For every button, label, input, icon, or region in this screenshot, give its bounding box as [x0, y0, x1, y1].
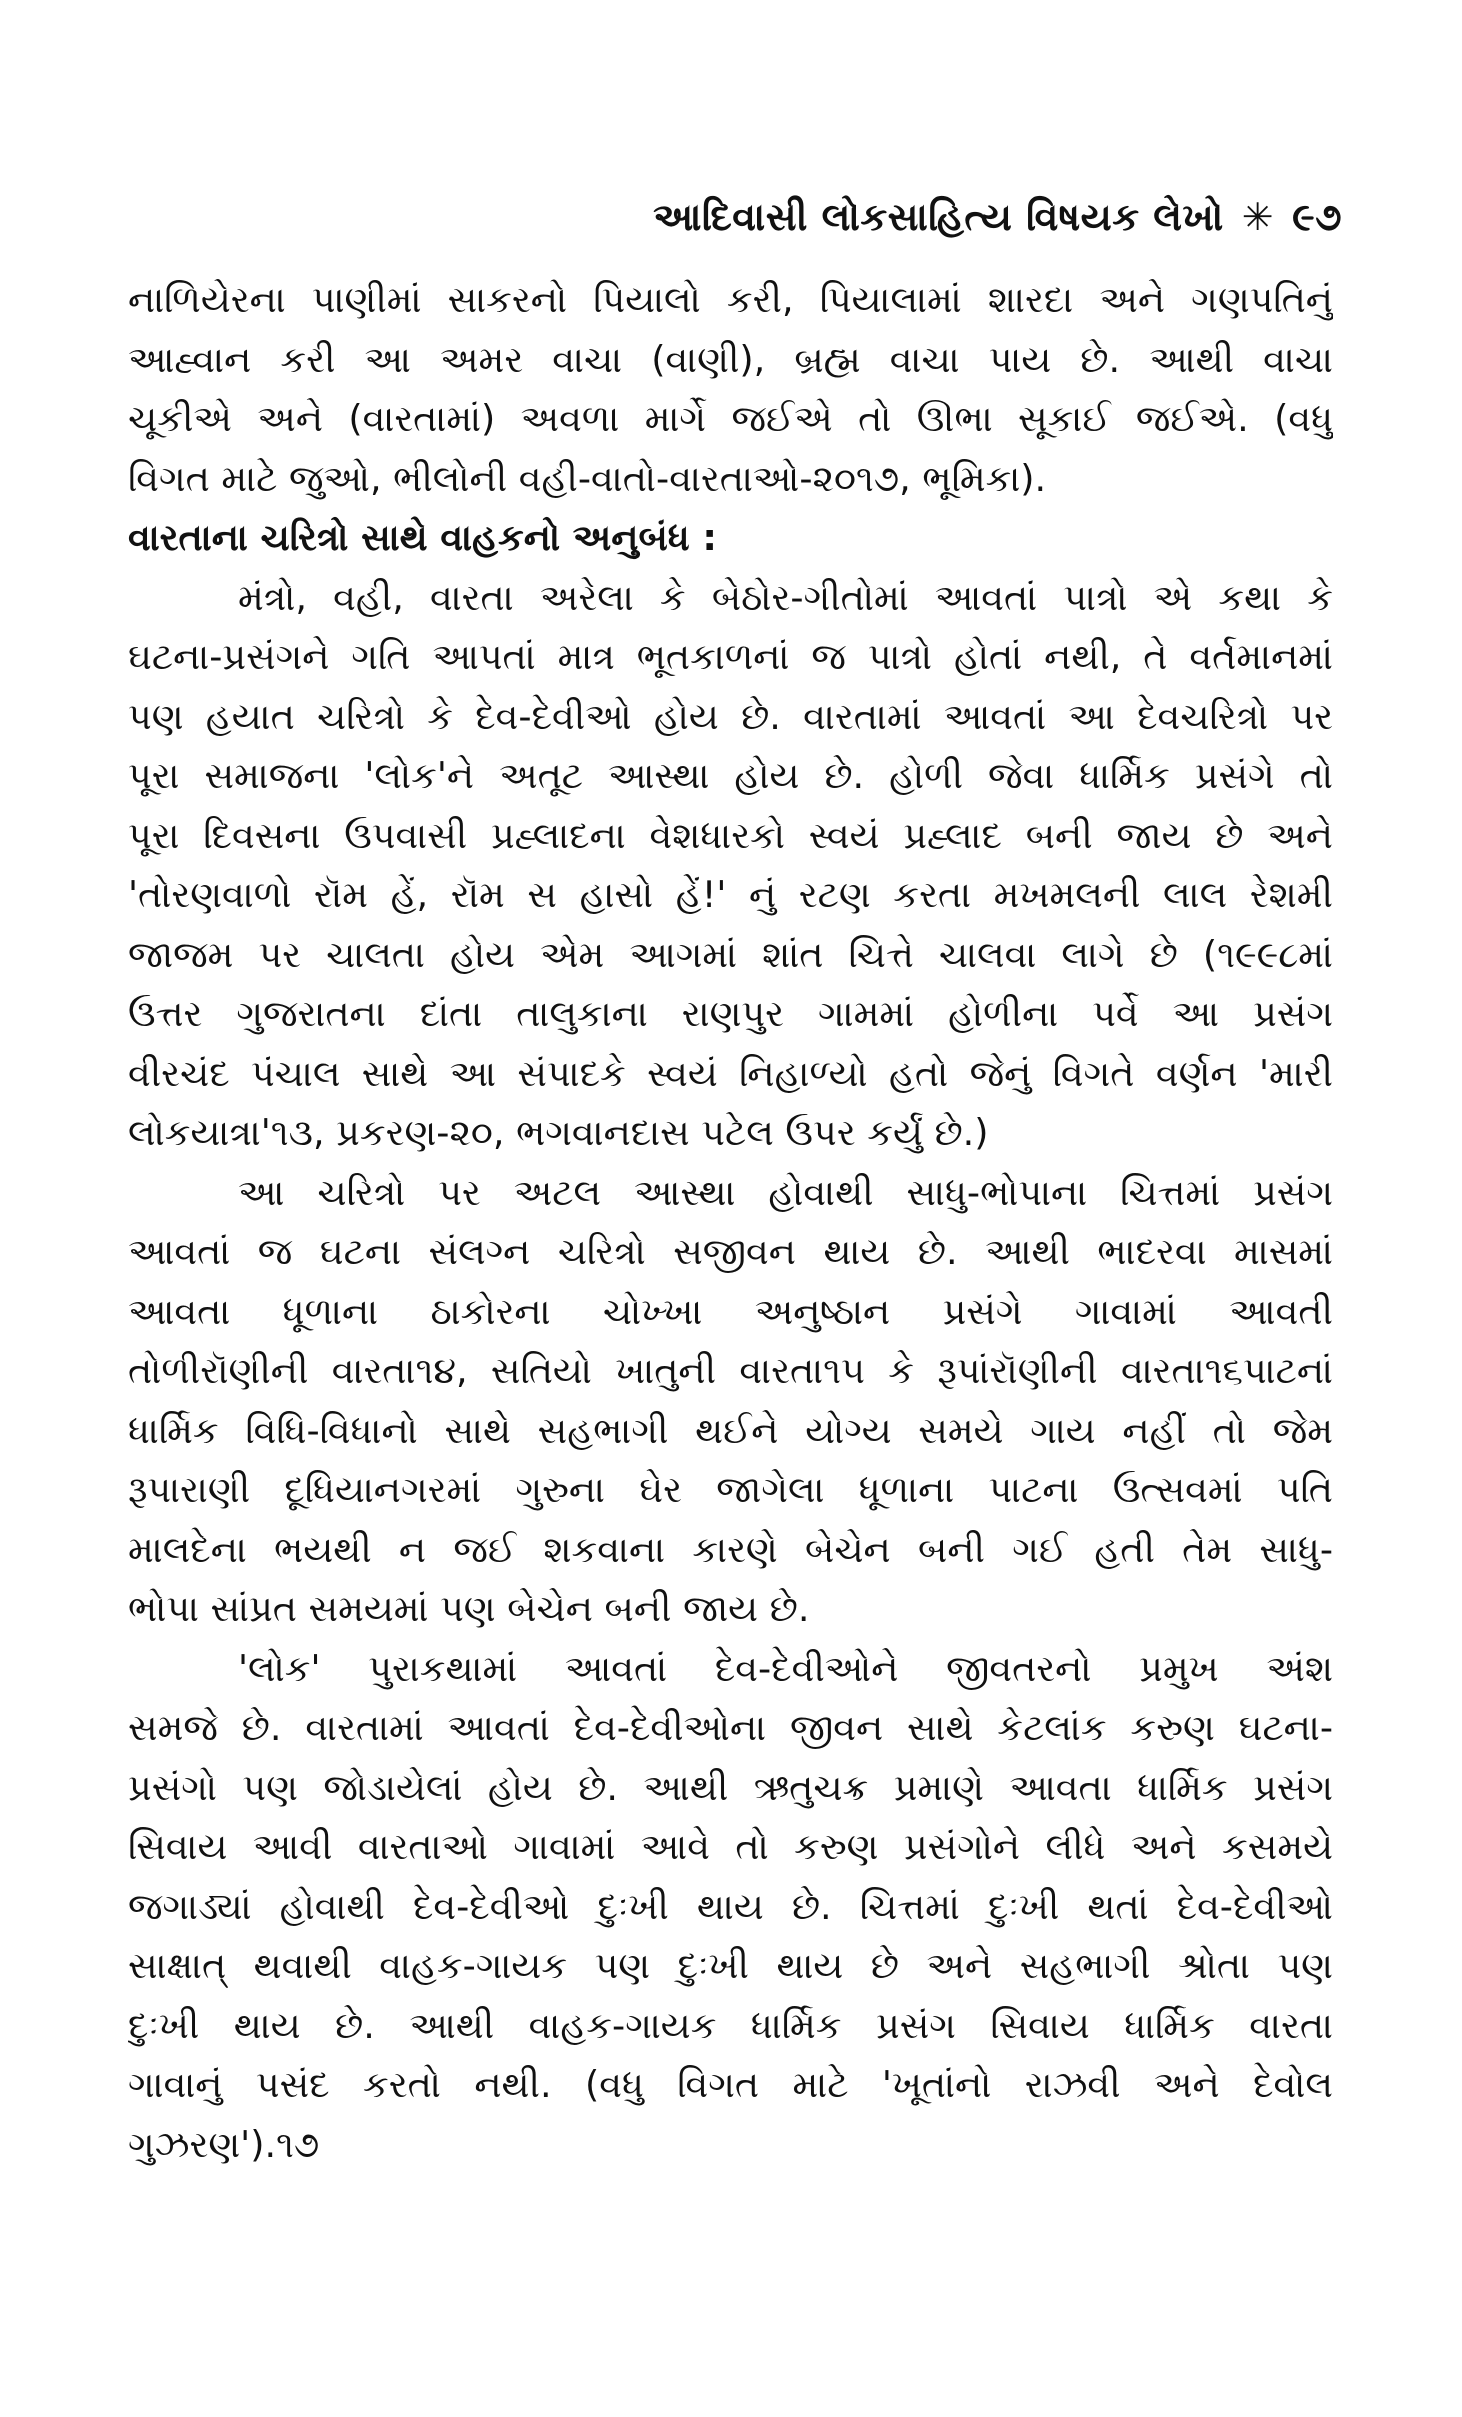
text-line: આવતા ધૂળાના ઠાકોરના ચોખ્ખા અનુષ્ઠાન પ્રસંગે ગાવામાં આવતી [128, 1289, 1333, 1333]
text-line: વીરચંદ પંચાલ સાથે આ સંપાદકે સ્વયં નિહાળ્યો હતો જેનું વિગતે વર્ણન 'મારી [128, 1051, 1333, 1095]
text-line: દુઃખી થાય છે. આથી વાહક-ગાયક ધાર્મિક પ્રસંગ સિવાય ધાર્મિક વારતા [128, 2003, 1333, 2047]
text-line: નાળિયેરના પાણીમાં સાકરનો પિયાલો કરી, પિયાલામાં શારદા અને ગણપતિનું [128, 278, 1333, 321]
text-line: ચૂકીએ અને (વારતામાં) અવળા માર્ગે જઈએ તો ઊભા સૂકાઈ જઈએ. (વધુ [128, 397, 1333, 440]
asterisk-icon: ✳ [1241, 195, 1275, 239]
text-line: 'તોરણવાળો રૉમ હેં, રૉમ સ હાસો હેં!' નું રટણ કરતા મખમલની લાલ રેશમી [128, 873, 1333, 916]
text-line: આ ચરિત્રો પર અટલ આસ્થા હોવાથી સાધુ-ભોપાના ચિત્તમાં પ્રસંગ [238, 1170, 1333, 1214]
text-line: ગાવાનું પસંદ કરતો નથી. (વધુ વિગત માટે 'ખૂતાંનો રાઝવી અને દેવોલ [128, 2063, 1333, 2106]
text-line: ધાર્મિક વિધિ-વિધાનો સાથે સહભાગી થઈને યોગ્ય સમયે ગાય નહીં તો જેમ [128, 1408, 1333, 1452]
text-line: રૂપારાણી દૂધિયાનગરમાં ગુરુના ઘેર જાગેલા ધૂળાના પાટના ઉત્સવમાં પતિ [128, 1468, 1333, 1511]
text-line: મંત્રો, વહી, વારતા અરેલા કે બેઠોર-ગીતોમાં આવતાં પાત્રો એ કથા કે [238, 575, 1333, 619]
text-line: પ્રસંગો પણ જોડાયેલાં હોય છે. આથી ઋતુચક્ર પ્રમાણે આવતા ધાર્મિક પ્રસંગ [128, 1765, 1333, 1809]
text-line: લોકયાત્રા'૧૩, પ્રકરણ-૨૦, ભગવાનદાસ પટેલ ઉપર કર્યું છે.) [128, 1111, 989, 1154]
text-line: સમજે છે. વારતામાં આવતાં દેવ-દેવીઓના જીવન સાથે કેટલાંક કરુણ ઘટના- [128, 1706, 1333, 1749]
text-line: ઘટના-પ્રસંગને ગતિ આપતાં માત્ર ભૂતકાળનાં જ પાત્રો હોતાં નથી, તે વર્તમાનમાં [128, 635, 1333, 678]
text-line: પૂરા દિવસના ઉપવાસી પ્રહ્લાદના વેશધારકો સ્વયં પ્રહ્લાદ બની જાય છે અને [128, 813, 1333, 857]
text-line: જગાડ્યાં હોવાથી દેવ-દેવીઓ દુઃખી થાય છે. ચિત્તમાં દુઃખી થતાં દેવ-દેવીઓ [128, 1884, 1333, 1928]
page-number: ૯૭ [1292, 195, 1342, 239]
text-line: વિગત માટે જુઓ, ભીલોની વહી-વાતો-વારતાઓ-૨૦૧૭, ભૂમિકા). [128, 456, 1047, 500]
text-line: ગુઝરણ').૧૭ [128, 2122, 320, 2166]
text-line: ભોપા સાંપ્રત સમયમાં પણ બેચેન બની જાય છે. [128, 1587, 810, 1630]
text-line: જાજમ પર ચાલતા હોય એમ આગમાં શાંત ચિત્તે ચાલવા લાગે છે (૧૯૯૮માં [128, 932, 1333, 976]
text-line: ઉત્તર ગુજરાતના દાંતા તાલુકાના રાણપુર ગામમાં હોળીના પર્વે આ પ્રસંગ [128, 992, 1333, 1035]
body-text [128, 270, 1333, 2174]
text-line: સાક્ષાત્ થવાથી વાહક-ગાયક પણ દુઃખી થાય છે અને સહભાગી શ્રોતા પણ [128, 1944, 1333, 1987]
header-title: આદિવાસી લોકસાહિત્ય વિષયક લેખો [653, 195, 1224, 239]
text-line: પૂરા સમાજના 'લોક'ને અતૂટ આસ્થા હોય છે. હોળી જેવા ધાર્મિક પ્રસંગે તો [128, 754, 1333, 797]
text-line: તોળીરૉણીની વારતા૧૪, સતિયો ખાતુની વારતા૧૫ કે રૂપાંરૉણીની વારતા૧૬પાટનાં [128, 1349, 1333, 1392]
text-line: પણ હયાત ચરિત્રો કે દેવ-દેવીઓ હોય છે. વારતામાં આવતાં આ દેવચરિત્રો પર [128, 694, 1333, 738]
text-line: માલદેના ભયથી ન જઈ શકવાના કારણે બેચેન બની ગઈ હતી તેમ સાધુ- [128, 1527, 1333, 1571]
text-line: આહ્વાન કરી આ અમર વાચા (વાણી), બ્રહ્મ વાચા પાય છે. આથી વાચા [128, 337, 1333, 381]
text-line: સિવાય આવી વારતાઓ ગાવામાં આવે તો કરુણ પ્રસંગોને લીધે અને કસમયે [128, 1825, 1333, 1868]
text-line: આવતાં જ ઘટના સંલગ્ન ચરિત્રો સજીવન થાય છે. આથી ભાદરવા માસમાં [128, 1230, 1333, 1273]
section-heading: વારતાના ચરિત્રો સાથે વાહકનો અનુબંધ : [128, 516, 717, 559]
text-line: 'લોક' પુરાકથામાં આવતાં દેવ-દેવીઓને જીવતરનો પ્રમુખ અંશ [238, 1646, 1333, 1690]
running-header [653, 195, 1342, 240]
